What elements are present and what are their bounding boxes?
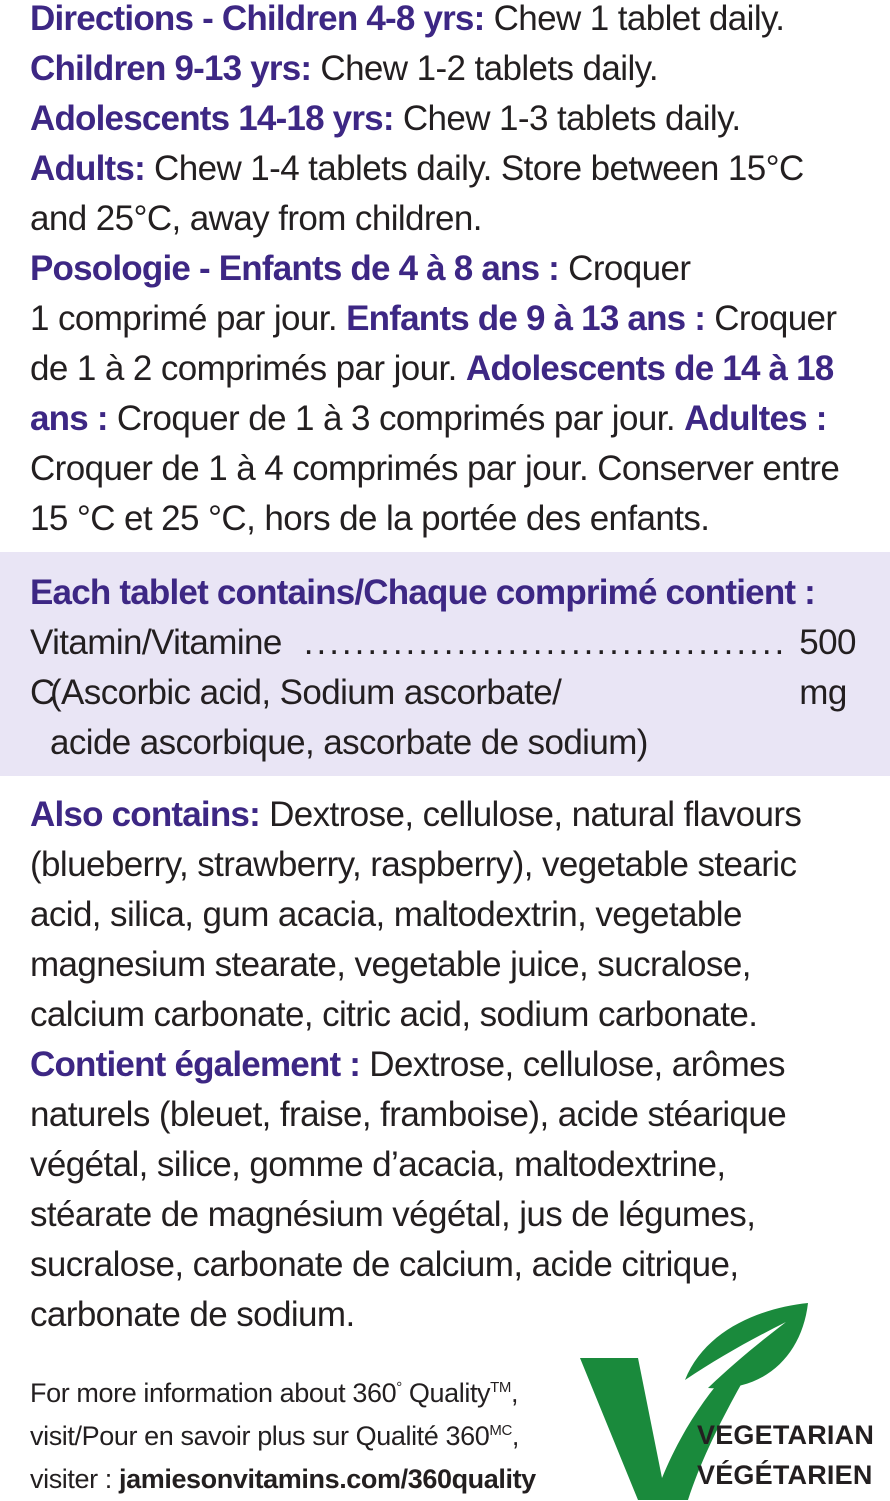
also-contains-text-1: Dextrose, cellulose, natural flavours xyxy=(259,795,802,834)
directions-adults-text-2: and 25°C, away from children. xyxy=(30,199,482,238)
footer-info xyxy=(30,1372,590,1501)
posologie-adults-text-2: 15 °C et 25 °C, hors de la portée des enfants. xyxy=(30,499,710,538)
footer-tm: TM xyxy=(490,1379,512,1396)
directions-adolescents-label: Adolescents 14-18 yrs: xyxy=(30,99,394,138)
directions-children-4-8-label: Directions - Children 4-8 yrs: xyxy=(30,0,485,38)
ingredients-title: Each tablet contains/Chaque comprimé contient : xyxy=(30,573,816,612)
contient-line-6: carbonate de sodium. xyxy=(30,1295,355,1334)
footer-line-3 xyxy=(30,1458,590,1501)
contient-label: Contient également : xyxy=(30,1045,361,1084)
contient-line-2: naturels (bleuet, fraise, framboise), acide stéarique xyxy=(30,1095,787,1134)
ingredient-source xyxy=(50,668,648,768)
posologie-children-9-13-text-1: Croquer xyxy=(705,299,837,338)
ingredient-leader-dots: ...................................... xyxy=(303,623,788,662)
posologie-line-3 xyxy=(30,344,865,394)
footer-text-1c: , xyxy=(511,1378,519,1408)
posologie-children-4-8-text-2: 1 comprimé par jour. xyxy=(30,299,347,338)
directions-section xyxy=(30,0,865,544)
directions-line-2 xyxy=(30,44,865,94)
footer-mc: MC xyxy=(489,1422,512,1439)
ingredient-source-line-2: acide ascorbique, ascorbate de sodium) xyxy=(50,723,648,762)
vegetarian-label-en: VEGETARIAN xyxy=(697,1420,875,1450)
posologie-adolescents-label-2: ans : xyxy=(30,399,108,438)
footer-url-link[interactable]: jamiesonvitamins.com/360quality xyxy=(119,1464,536,1494)
contient-line-5: sucralose, carbonate de calcium, acide citrique, xyxy=(30,1245,739,1284)
contient-text-1: Dextrose, cellulose, arômes xyxy=(360,1045,785,1084)
also-contains-line-4: magnesium stearate, vegetable juice, sucralose, xyxy=(30,945,751,984)
posologie-adults-text-1: Croquer de 1 à 4 comprimés par jour. Conserver entre xyxy=(30,449,840,488)
ingredient-source-line-1: (Ascorbic acid, Sodium ascorbate/ xyxy=(50,673,562,712)
ingredient-amount: 500 mg xyxy=(799,623,856,712)
directions-adolescents-text: Chew 1-3 tablets daily. xyxy=(393,99,741,138)
footer-text-3a: visiter : xyxy=(30,1464,120,1494)
ingredient-name: Vitamin/Vitamine C xyxy=(30,623,282,712)
directions-line-1 xyxy=(30,0,865,44)
footer-text-1b: Quality xyxy=(401,1378,491,1408)
contient-line-4: stéarate de magnésium végétal, jus de légumes, xyxy=(30,1195,756,1234)
posologie-adults-label: Adultes : xyxy=(684,399,827,438)
posologie-line-2 xyxy=(30,294,865,344)
posologie-adolescents-text: Croquer de 1 à 3 comprimés par jour. xyxy=(107,399,685,438)
posologie-line-4 xyxy=(30,394,865,444)
also-contains-line-1 xyxy=(30,790,865,840)
directions-line-3 xyxy=(30,94,865,144)
leaf-shape xyxy=(685,1303,808,1388)
directions-children-9-13-label: Children 9-13 yrs: xyxy=(30,49,312,88)
directions-adults-text-1: Chew 1-4 tablets daily. Store between 15°C xyxy=(144,149,804,188)
posologie-adolescents-label-1: Adolescents de 14 à 18 xyxy=(465,349,834,388)
posologie-line-1 xyxy=(30,244,865,294)
posologie-children-4-8-label: Posologie - Enfants de 4 à 8 ans : xyxy=(30,249,560,288)
also-contains-line-5: calcium carbonate, citric acid, sodium carbonate. xyxy=(30,995,758,1034)
footer-line-1 xyxy=(30,1372,590,1415)
also-contains-line-3: acid, silica, gum acacia, maltodextrin, vegetable xyxy=(30,895,742,934)
footer-degree: ° xyxy=(396,1379,402,1396)
directions-children-4-8-text: Chew 1 tablet daily. xyxy=(484,0,785,38)
directions-line-4 xyxy=(30,144,865,194)
directions-adults-label: Adults: xyxy=(30,149,145,188)
contient-line-3: végétal, silice, gomme d’acacia, maltodextrine, xyxy=(30,1145,726,1184)
directions-children-9-13-text: Chew 1-2 tablets daily. xyxy=(311,49,659,88)
posologie-children-9-13-text-2: de 1 à 2 comprimés par jour. xyxy=(30,349,466,388)
posologie-children-9-13-label: Enfants de 9 à 13 ans : xyxy=(346,299,706,338)
footer-text-2a: visit/Pour en savoir plus sur Qualité 360 xyxy=(30,1421,490,1451)
footer-text-2b: , xyxy=(511,1421,519,1451)
footer-line-2 xyxy=(30,1415,590,1458)
vegetarian-label-fr: VÉGÉTARIEN xyxy=(697,1460,873,1490)
also-contains-section xyxy=(30,790,865,1340)
also-contains-label: Also contains: xyxy=(30,795,260,834)
contient-line-1 xyxy=(30,1040,865,1090)
also-contains-line-2: (blueberry, strawberry, raspberry), vegetable stearic xyxy=(30,845,797,884)
posologie-children-4-8-text-1: Croquer xyxy=(559,249,691,288)
footer-text-1a: For more information about 360 xyxy=(30,1378,397,1408)
